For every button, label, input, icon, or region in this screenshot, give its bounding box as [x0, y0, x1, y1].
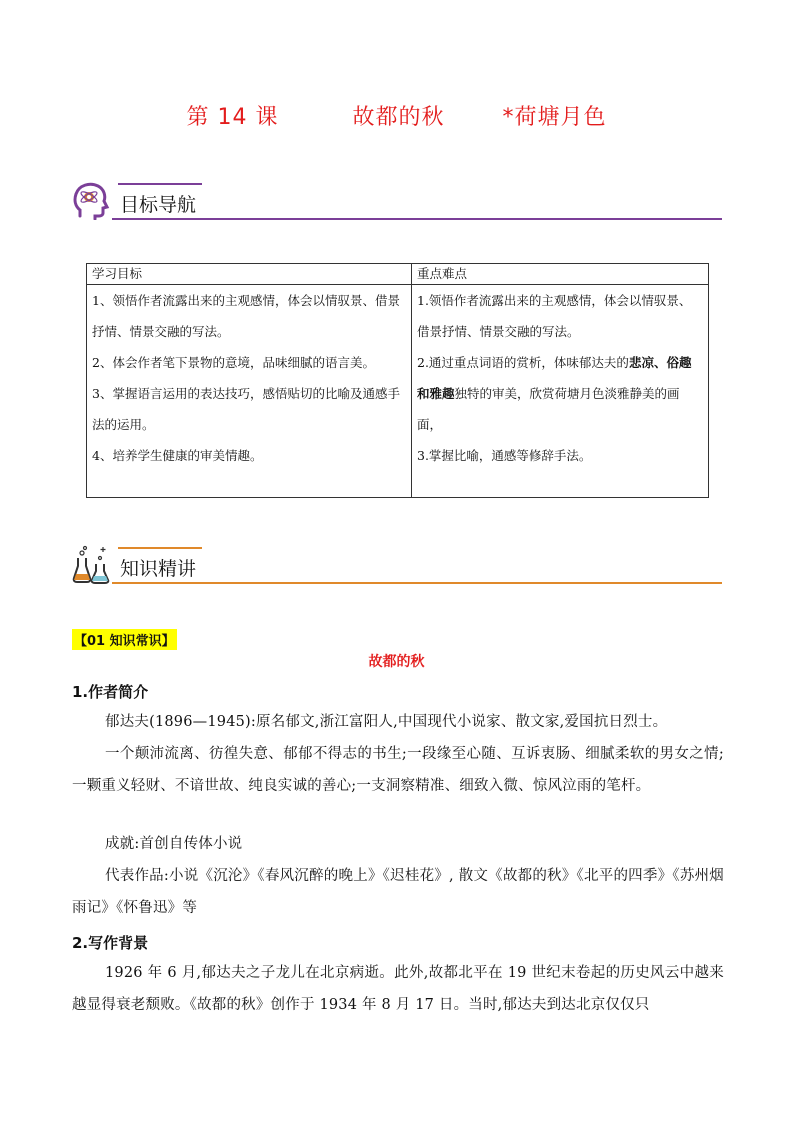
lesson-title-1: 故都的秋 — [352, 105, 445, 130]
author-paragraph: 一个颠沛流离、彷徨失意、郁郁不得志的书生;一段缘至心随、互诉衷肠、细腻柔软的男女之情;一颗重义轻财、不谙世故、纯良实诚的善心;一支洞察精准、细致入微、惊风泣雨的笔杆。 — [72, 746, 724, 794]
knowledge-section-header — [72, 544, 722, 588]
author-paragraph: 郁达夫(1896—1945):原名郁文,浙江富阳人,中国现代小说家、散文家,爱国抗日烈士。 — [105, 714, 668, 730]
author-paragraph: 成就:首创自传体小说 — [105, 836, 243, 852]
goal-item: 1、领悟作者流露出来的主观感情，体会以情驭景、借景抒情、情景交融的写法。 — [92, 293, 400, 339]
goal-item: 2、体会作者笔下景物的意境，品味细腻的语言美。 — [92, 355, 375, 370]
key-points-cell — [412, 285, 709, 498]
lesson-number: 第 14 课 — [186, 105, 279, 130]
subsection-title: 故都的秋 — [368, 654, 425, 670]
brain-head-icon — [72, 180, 110, 220]
key-point-item: 1.领悟作者流露出来的主观感情，体会以情驭景、借景抒情、情景交融的写法。 — [417, 293, 692, 339]
goal-section-header — [72, 180, 722, 224]
goal-item: 3、掌握语言运用的表达技巧，感悟贴切的比喻及通感手法的运用。 — [92, 386, 400, 432]
key-point-emphasis: 悲凉、俗趣和雅趣 — [417, 355, 692, 401]
header-learning-goals: 学习目标 — [87, 264, 412, 285]
section-rule — [112, 218, 722, 220]
goals-table — [86, 263, 709, 498]
section-rule — [112, 582, 722, 584]
background-paragraph: 1926 年 6 月,郁达夫之子龙儿在北京病逝。此外,故都北平在 19 世纪末卷起的历史风云中越来越显得衰老颓败。《故都的秋》创作于 1934 年 8 月 17 日。当时,郁达夫到达北京仅仅只 — [72, 965, 724, 1013]
section-label: 知识精讲 — [120, 558, 197, 580]
lab-flask-icon — [72, 544, 110, 584]
section-rule-short — [118, 547, 202, 549]
learning-goals-cell — [87, 285, 412, 498]
header-key-points: 重点难点 — [412, 264, 709, 285]
section-label: 目标导航 — [120, 194, 197, 216]
goal-item: 4、培养学生健康的审美情趣。 — [92, 448, 263, 463]
author-heading: 1.作者简介 — [72, 683, 149, 701]
lesson-title-2: *荷塘月色 — [502, 105, 607, 130]
lesson-title — [0, 100, 793, 131]
key-point-item: 2.通过重点词语的赏析，体味郁达夫的悲凉、俗趣和雅趣独特的审美，欣赏荷塘月色淡雅静美的画面， — [417, 355, 692, 432]
author-paragraph: 代表作品:小说《沉沦》《春风沉醉的晚上》《迟桂花》, 散文《故都的秋》《北平的四季》《苏州烟雨记》《怀鲁迅》等 — [72, 868, 724, 916]
section-rule-short — [118, 183, 202, 185]
key-point-item: 3.掌握比喻，通感等修辞手法。 — [417, 448, 592, 463]
knowledge-tag: 【01 知识常识】 — [72, 629, 177, 650]
background-heading: 2.写作背景 — [72, 934, 149, 952]
